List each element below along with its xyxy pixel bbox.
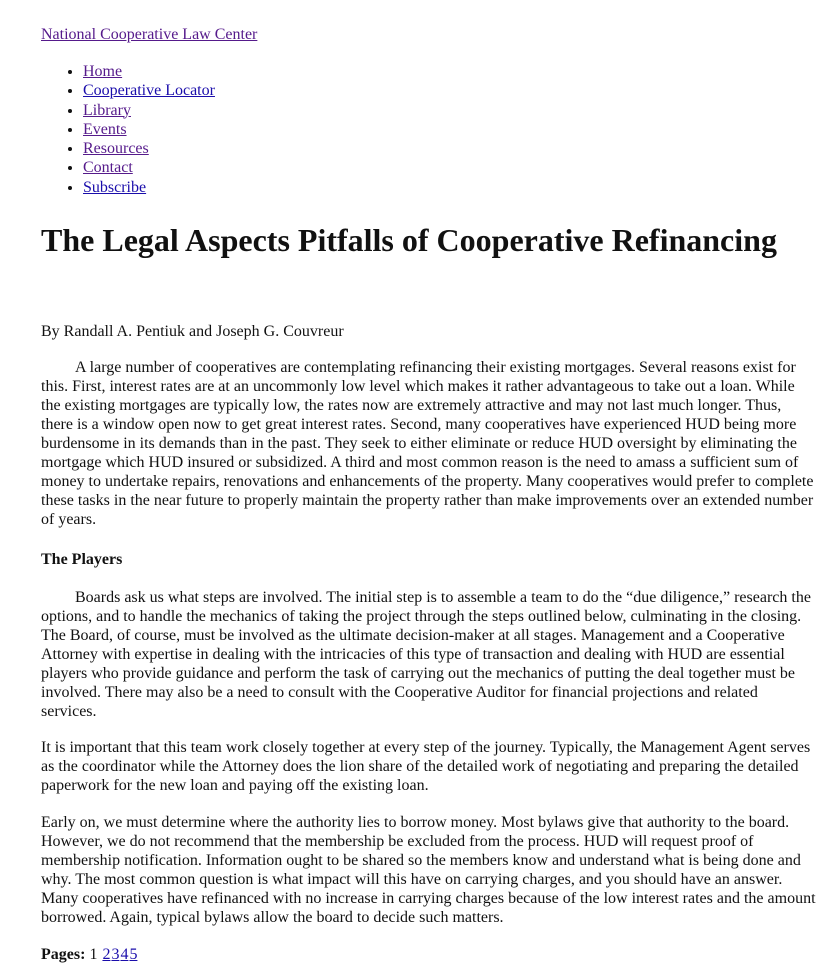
nav-item-cooperative-locator [83, 81, 215, 100]
nav-item-resources [83, 139, 215, 158]
nav-item-contact [83, 158, 215, 177]
pagination-link-page-2[interactable]: 2 [102, 946, 111, 963]
nav-link-contact[interactable]: Contact [83, 159, 133, 177]
site-title-link[interactable]: National Cooperative Law Center [41, 26, 258, 43]
nav-link-events[interactable]: Events [83, 120, 127, 138]
nav-item-events [83, 120, 215, 139]
section-heading-players: The Players [41, 551, 123, 568]
nav-link-cooperative-locator[interactable]: Cooperative Locator [83, 82, 215, 100]
pagination [41, 945, 137, 964]
pagination-current-page: 1 [89, 946, 98, 963]
article-title: The Legal Aspects Pitfalls of Cooperative Refinancing [41, 222, 777, 258]
pagination-link-page-3[interactable]: 3 [111, 946, 120, 963]
article-paragraph-intro: A large number of cooperatives are contemplating refinancing their existing mortgages. Several reasons exist for this. First, interest rates are at an uncommonly low level which makes it rather advantageous to take out a loan. While the existing mortgages are typically low, the rates now are extremely attractive and may not last much longer. Thus, there is a window open now to get great interest rates. Second, many cooperatives have experienced HUD being more burdensome in its demands than in the past. They seek to either eliminate or reduce HUD oversight by eliminating the mortgage which HUD insured or subsidized. A third and most common reason is the need to amass a sufficient sum of money to undertake repairs, renovations and enhancements of the property. Many cooperatives would prefer to complete these tasks in the near future to properly maintain the property rather than make improvements over an extended number of years. [41, 359, 814, 528]
main-nav [43, 62, 215, 197]
nav-link-subscribe[interactable]: Subscribe [83, 178, 147, 196]
nav-item-home [83, 62, 215, 81]
nav-link-library[interactable]: Library [83, 101, 131, 119]
pagination-link-page-4[interactable]: 4 [120, 946, 129, 963]
pagination-link-page-5[interactable]: 5 [129, 946, 138, 963]
article-paragraph-team: It is important that this team work closely together at every step of the journey. Typically, the Management Agent serves as the coordinator while the Attorney does the lion share of the detailed work of negotiating and preparing the detailed paperwork for the new loan and paying off the existing loan. [41, 739, 811, 794]
nav-item-subscribe [83, 178, 215, 197]
nav-link-home[interactable]: Home [83, 63, 123, 80]
article-paragraph-authority: Early on, we must determine where the authority lies to borrow money. Most bylaws give that authority to the board. However, we do not recommend that the membership be excluded from the process. HUD will request proof of membership notification. Information ought to be shared so the members know and understand what is being done and why. The most common question is what impact will this have on carrying charges, and you should have an answer. Many cooperatives have refinanced with no increase in carrying charges because of the low interest rates and the amount borrowed. Again, typical bylaws allow the board to decide such matters. [41, 814, 816, 926]
article-byline: By Randall A. Pentiuk and Joseph G. Couvreur [41, 323, 344, 340]
pagination-label: Pages: [41, 946, 86, 963]
nav-item-library [83, 101, 215, 120]
nav-link-resources[interactable]: Resources [83, 140, 149, 158]
article-paragraph-players: Boards ask us what steps are involved. The initial step is to assemble a team to do the “due diligence,” research the options, and to handle the mechanics of taking the project through the steps outlined below, culminating in the closing. The Board, of course, must be involved as the ultimate decision-maker at all stages. Management and a Cooperative Attorney with expertise in dealing with the intricacies of this type of transaction and dealing with HUD are essential players who provide guidance and perform the task of carrying out the mechanics of putting the deal together must be involved. There may also be a need to consult with the Cooperative Auditor for financial projections and related services. [41, 589, 811, 720]
